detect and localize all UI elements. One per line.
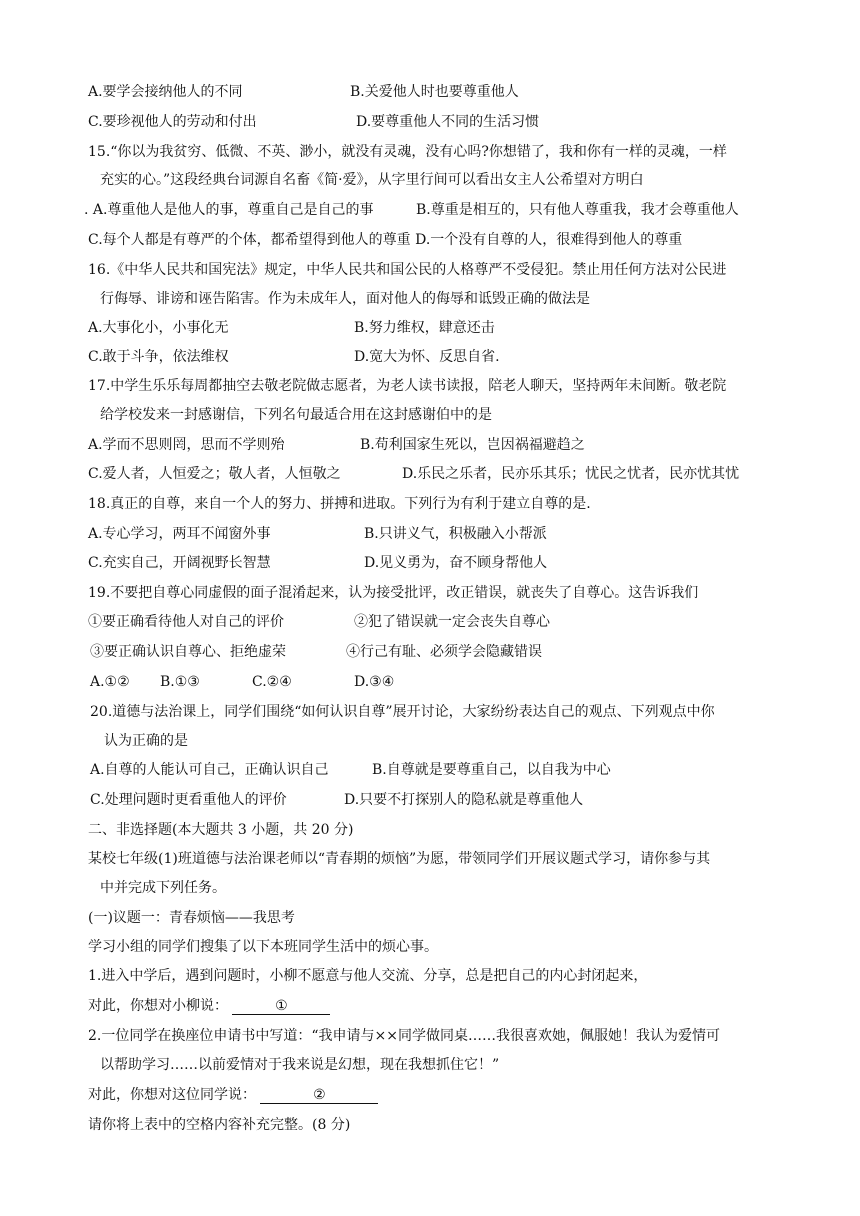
- q17-option-b: B.苟利国家生死以，岂因祸福避趋之: [360, 437, 585, 453]
- q14-options-row-2: [88, 112, 800, 132]
- q14-option-d: D.要尊重他人不同的生活习惯: [356, 114, 540, 130]
- q16-stem: 16.《中华人民共和国宪法》规定，中华人民共和国公民的人格尊严不受侵犯。禁止用任何方法对公民进: [88, 262, 727, 278]
- item-1-answer-line: [88, 996, 800, 1016]
- q17-option-d: D.乐民之乐者，民亦乐其乐；忧民之忧者，民亦忧其忧: [402, 466, 740, 482]
- q19-option-b: B.①③: [160, 674, 200, 690]
- q16-option-d: D.宽大为怀、反思自省.: [354, 349, 500, 365]
- q15-options-row-2: [88, 230, 800, 250]
- q19-statement-3: ③要正确认识自尊心、拒绝虚荣: [90, 644, 286, 660]
- q16-options-row-2: [88, 347, 800, 367]
- answer-blank-2[interactable]: [260, 1087, 378, 1104]
- q14-option-b: B.关爱他人时也要尊重他人: [350, 84, 519, 100]
- collect-text: 学习小组的同学们搜集了以下本班同学生活中的烦心事。: [88, 939, 438, 955]
- q19-statements-row-2: [90, 642, 800, 662]
- q18-option-a: A.专心学习，两耳不闻窗外事: [88, 526, 271, 542]
- q17-options-row-1: [88, 435, 800, 455]
- q15-option-a: . A.尊重他人是他人的事，尊重自己是自己的事: [84, 202, 374, 218]
- q17-stem-cont: 给学校发来一封感谢信，下列名句最适合用在这封感谢伯中的是: [100, 407, 492, 423]
- q18-option-c: C.充实自己，开阔视野长智慧: [88, 555, 271, 571]
- answer-blank-1-marker: ①: [275, 998, 288, 1014]
- item-2-text: 2.一位同学在换座位申请书中写道：“我申请与××同学做同桌……我很喜欢她，佩服她！我认为爱情可: [88, 1028, 720, 1044]
- item-1-text: 1.进入中学后，遇到问题时，小柳不愿意与他人交流、分享，总是把自己的内心封闭起来，: [88, 968, 648, 984]
- q14-option-a: A.要学会接纳他人的不同: [88, 84, 243, 100]
- q19-statements-row-1: [88, 612, 800, 632]
- q19-option-d: D.③④: [354, 674, 395, 690]
- q16-stem-cont: 行侮辱、诽谤和诬告陷害。作为未成年人，面对他人的侮辱和诋毁正确的做法是: [100, 291, 590, 307]
- q17-option-c: C.爱人者，人恒爱之；敬人者，人恒敬之: [88, 466, 341, 482]
- q16-option-b: B.努力维权，肆意还击: [354, 320, 495, 336]
- q19-statement-1: ①要正确看待他人对自己的评价: [88, 614, 284, 630]
- q14-options-row-1: [88, 82, 800, 102]
- q19-stem: 19.不要把自尊心同虚假的面子混淆起来，认为接受批评，改正错误，就丧失了自尊心。这告诉我们: [88, 585, 699, 601]
- q17-option-a: A.学而不思则罔，思而不学则殆: [88, 437, 285, 453]
- answer-blank-2-marker: ②: [313, 1087, 326, 1103]
- q18-option-d: D.见义勇为，奋不顾身帮他人: [364, 555, 548, 571]
- q17-options-row-2: [88, 464, 800, 484]
- q16-option-a: A.大事化小，小事化无: [88, 320, 229, 336]
- q18-options-row-1: [88, 524, 800, 544]
- q20-option-d: D.只要不打探别人的隐私就是尊重他人: [344, 792, 584, 808]
- q19-statement-2: ②犯了错误就一定会丧失自尊心: [354, 614, 550, 630]
- q15-stem: 15.“你以为我贫穷、低微、不英、渺小，就没有灵魂，没有心吗?你想错了，我和你有一样的灵魂，一样: [88, 144, 727, 160]
- q16-options-row-1: [88, 318, 800, 338]
- q20-option-b: B.自尊就是要尊重自己，以自我为中心: [372, 762, 611, 778]
- q20-option-a: A.自尊的人能认可自己，正确认识自己: [90, 762, 329, 778]
- q20-stem-cont: 认为正确的是: [104, 733, 188, 749]
- q19-option-c: C.②④: [252, 674, 292, 690]
- q14-option-c: C.要珍视他人的劳动和付出: [88, 114, 257, 130]
- q20-options-row-1: [90, 760, 800, 780]
- section-intro-cont: 中并完成下列任务。: [100, 880, 226, 896]
- item-2-answer-line: [88, 1085, 800, 1105]
- q15-option-b: B.尊重是相互的，只有他人尊重我，我才会尊重他人: [416, 202, 739, 218]
- instruction-text: 请你将上表中的空格内容补充完整。(8 分): [88, 1117, 351, 1133]
- q15-stem-cont: 充实的心。”这段经典台词源自名畜《简·爱》，从字里行间可以看出女主人公希望对方明白: [100, 172, 644, 188]
- q20-options-row-2: [90, 790, 800, 810]
- q20-stem: 20.道德与法治课上，同学们围绕“如何认识自尊”展开讨论，大家纷纷表达自己的观点、下列观点中你: [90, 704, 715, 720]
- section-intro: 某校七年级(1)班道德与法治课老师以“青春期的烦恼”为愿，带领同学们开展议题式学习，请你参与其: [88, 851, 711, 867]
- q20-option-c: C.处理问题时更看重他人的评价: [90, 792, 287, 808]
- q19-statement-4: ④行己有耻、必须学会隐藏错误: [346, 644, 542, 660]
- answer-blank-1[interactable]: [232, 998, 330, 1015]
- item-1-prompt: 对此，你想对小柳说：: [88, 998, 228, 1014]
- item-2-prompt: 对此，你想对这位同学说：: [88, 1087, 256, 1103]
- q16-option-c: C.敢于斗争，依法维权: [88, 349, 229, 365]
- item-2-text-cont: 以帮助学习……以前爱情对于我来说是幻想，现在我想抓住它！”: [100, 1057, 500, 1073]
- topic-1-heading: (一)议题一：青春烦恼——我思考: [88, 910, 295, 926]
- q19-option-a: A.①②: [90, 674, 130, 690]
- q17-stem: 17.中学生乐乐每周都抽空去敬老院做志愿者，为老人读书读报，陪老人聊天，坚持两年未间断。敬老院: [88, 378, 727, 394]
- q18-options-row-2: [88, 553, 800, 573]
- q18-stem: 18.真正的自尊，来自一个人的努力、拼搏和进取。下列行为有利于建立自尊的是.: [88, 496, 591, 512]
- q15-option-d: D.一个没有自尊的人，很难得到他人的尊重: [415, 232, 683, 248]
- q18-option-b: B.只讲义气，积极融入小帮派: [364, 526, 547, 542]
- q15-option-c: C.每个人都是有尊严的个体，都希望得到他人的尊重: [88, 232, 411, 248]
- q15-options-row-1: [84, 200, 800, 220]
- section-heading: 二、非选择题(本大题共 3 小题，共 20 分): [88, 822, 354, 838]
